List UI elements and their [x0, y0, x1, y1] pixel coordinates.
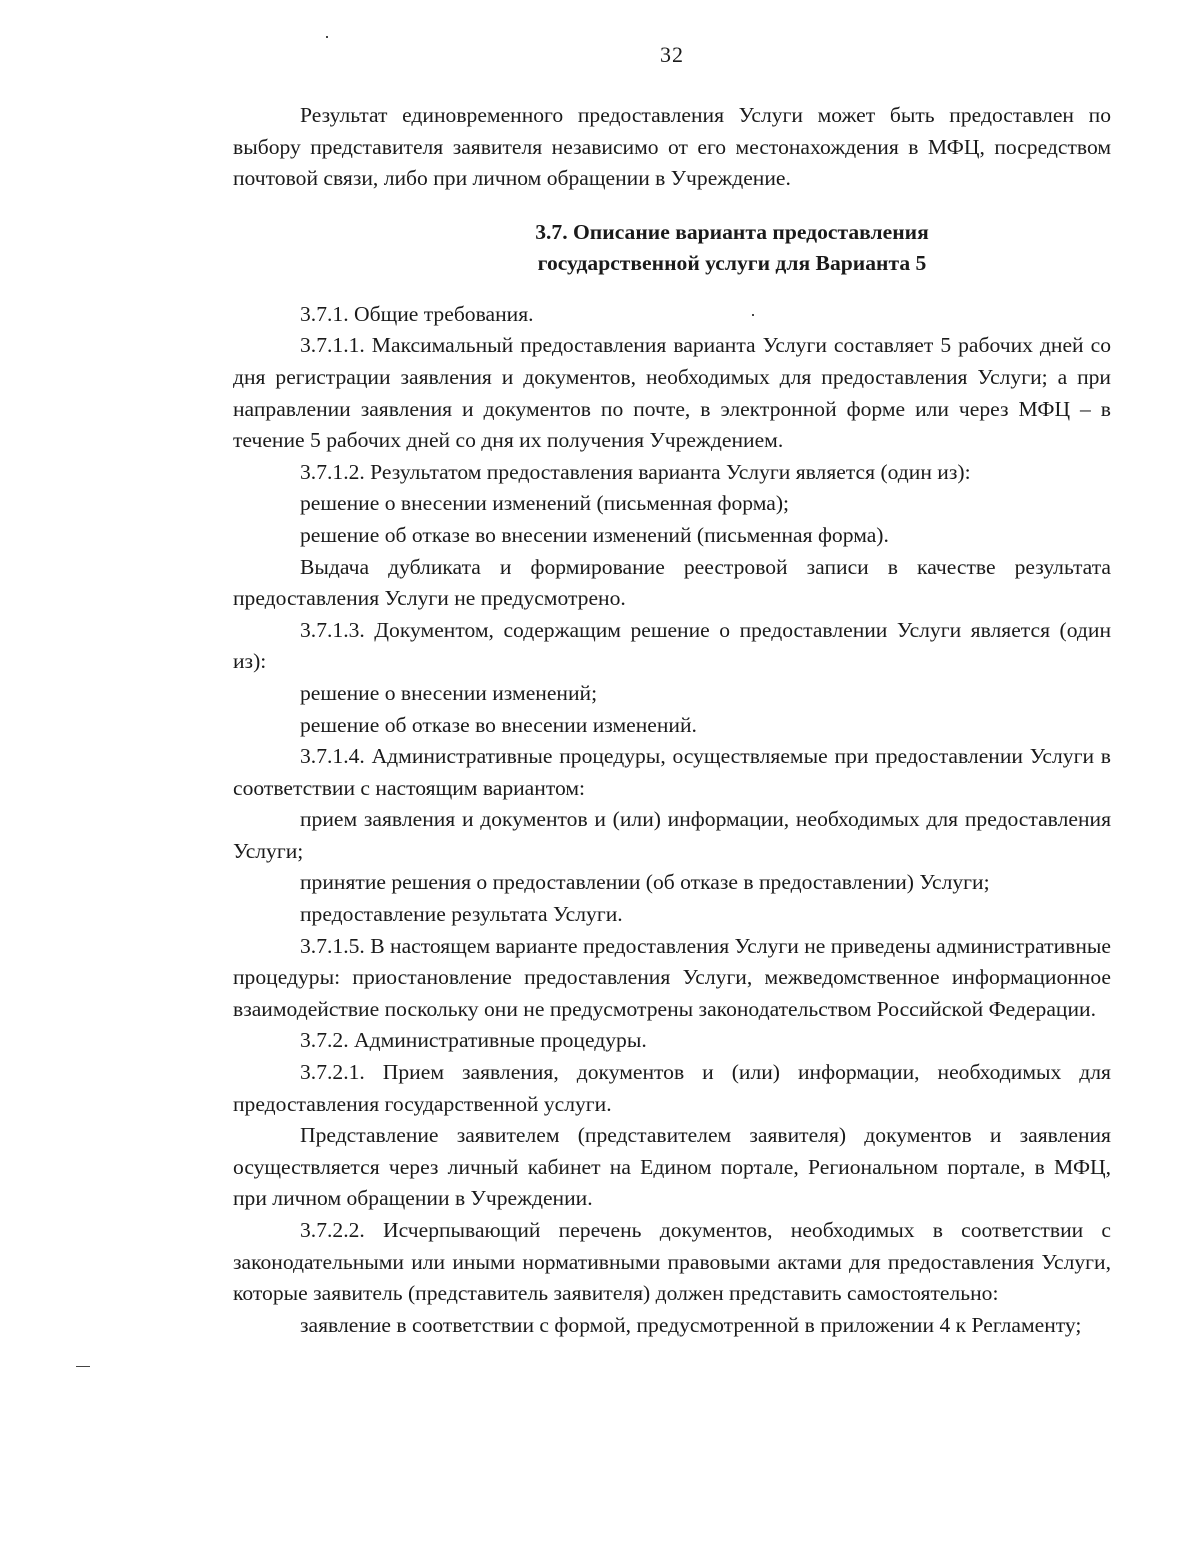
list-item: принятие решения о предоставлении (об отказе в предоставлении) Услуги;: [300, 870, 990, 895]
list-item: решение о внесении изменений;: [300, 680, 598, 705]
list-item: прием заявления и документов и (или) информации, необходимых для предоставления Услуги;: [233, 807, 1111, 863]
paragraph: 3.7.1.1. Максимальный предоставления варианта Услуги составляет 5 рабочих дней со дня регистрации заявления и документов, необходимых для предоставления Услуги; а при направлении заявления и документов по почте, в электронной форме или через МФЦ – в течение 5 рабочих дней со дня их получения Учреждением.: [233, 333, 1111, 453]
section-heading: [233, 217, 1111, 279]
paragraph: 3.7.2. Административные процедуры.: [300, 1028, 647, 1053]
paragraph: 3.7.2.1. Прием заявления, документов и (или) информации, необходимых для предоставления государственной услуги.: [233, 1060, 1111, 1116]
paragraph: Представление заявителем (представителем заявителя) документов и заявления осуществляется через личный кабинет на Едином портале, Региональном портале, в МФЦ, при личном обращении в Учреждении.: [233, 1123, 1111, 1211]
scan-speck: [326, 36, 328, 38]
page-number: 32: [660, 42, 684, 67]
paragraph: 3.7.1.4. Административные процедуры, осуществляемые при предоставлении Услуги в соответствии с настоящим вариантом:: [233, 744, 1111, 800]
paragraph: Выдача дубликата и формирование реестровой записи в качестве результата предоставления Услуги не предусмотрено.: [233, 554, 1111, 611]
paragraph: 3.7.1.3. Документом, содержащим решение о предоставлении Услуги является (один из):: [233, 617, 1111, 674]
paragraph: 3.7.2.2. Исчерпывающий перечень документов, необходимых в соответствии с законодательными или иными нормативными правовыми актами для предоставления Услуги, которые заявитель (представитель заявителя) должен представить самостоятельно:: [233, 1218, 1111, 1306]
intro-paragraph: Результат единовременного предоставления Услуги может быть предоставлен по выбору представителя заявителя независимо от его местонахождения в МФЦ, посредством почтовой связи, либо при личном обращении в Учреждение.: [233, 103, 1111, 191]
list-item: предоставление результата Услуги.: [300, 902, 623, 927]
paragraph: 3.7.1. Общие требования.: [300, 301, 534, 326]
section-heading-line: 3.7. Описание варианта предоставления: [535, 219, 929, 244]
document-body: [233, 100, 1111, 1341]
list-item: заявление в соответствии с формой, предусмотренной в приложении 4 к Регламенту;: [300, 1312, 1082, 1337]
scan-speck: [76, 1366, 90, 1367]
paragraph: 3.7.1.2. Результатом предоставления варианта Услуги является (один из):: [300, 459, 971, 484]
paragraph: 3.7.1.5. В настоящем варианте предоставления Услуги не приведены административные процедуры: приостановление предоставления Услуги, межведомственное информационное взаимодействие поскольку они не предусмотрены законодательством Российской Федерации.: [233, 933, 1111, 1021]
section-heading-line: государственной услуги для Варианта 5: [537, 250, 927, 275]
list-item: решение об отказе во внесении изменений (письменная форма).: [300, 522, 889, 547]
list-item: решение о внесении изменений (письменная форма);: [300, 491, 790, 516]
list-item: решение об отказе во внесении изменений.: [300, 712, 697, 737]
